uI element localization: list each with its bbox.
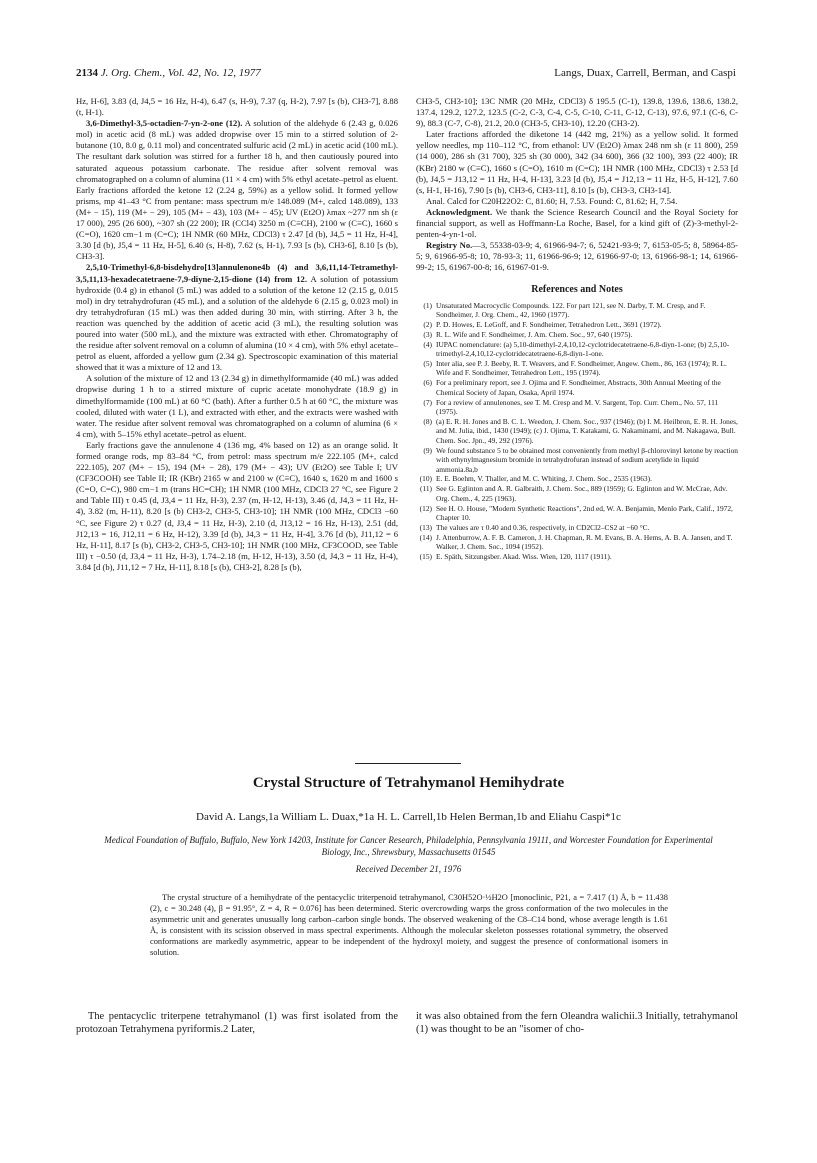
reference-item — [416, 320, 738, 329]
paragraph: Early fractions gave the annulenone 4 (136 mg, 4% based on 12) as an orange solid. It formed orange rods, mp 83–84 °C, from petrol: mass spectrum m/e 222.105 (M+, calcd 222.105), 207 (M+ − 15), 194 (M+ − 28), 179 (M+ − 43); UV (Et2O) see Table I; UV (CF3COOH) see Table II; IR (KBr) 2165 w and 2100 w (C≡C), 1640 s, 1620 m and 1600 s (C=O, C=C), 980 cm−1 m (trans HC=CH); 1H NMR (100 MHz, CDCl3 27 °C, see Figure 2 and Table III) τ 0.45 (d, J3,4 = 11 Hz, H-3), 2.37 (m, H-12, H-13), 3.46 (d, J4,3 = 11 Hz, H-4), 3.82 (m, H-11), 8.20 [s (b) CH3-2, CH3-5, CH3-10]; 1H NMR (100 MHz, CDCl3 −60 °C, see Figure 2) τ 0.27 (d, J3,4 = 11 Hz, H-3), 2.10 (d, J13,12 = 16 Hz, H-13), 2.51 (dd, J12,13 = 16, J12,11 = 6 Hz, H-12), 3.39 [d (b), J4,3 = 11 Hz, H-4], 3.76 [d (b), J11,12 = 6 Hz, H-11], 8.17 [s (b), CH3-2, CH3-5, CH3-10]; 1H NMR (100 MHz, CF3COOD, see Table III) τ −0.50 (d, J3,4 = 11 Hz, H-3), 1.74–2.18 (m, H-12, H-13), 3.50 (d, J4,3 = 11 Hz, H-4), 3.84 [d (b), J11,12 = 7 Hz, H-11], 8.18 [s (b), CH3-2], 8.28 [s (b), — [76, 439, 398, 572]
reference-text: Unsaturated Macrocyclic Compounds. 122. For part 121, see N. Darby, T. M. Cresp, and F. Sondheimer, J. Org. Chem., 42, 1960 (1977). — [436, 300, 706, 319]
references-list — [416, 301, 738, 562]
reference-number: (15) — [419, 552, 432, 562]
paragraph: CH3-5, CH3-10]; 13C NMR (20 MHz, CDCl3) δ 195.5 (C-1), 139.8, 139.6, 138.6, 138.2, 137.4, 129.2, 127.2, 123.5 (C-2, C-3, C-4, C-5, C-10, C-11, C-12, C-13), 97.6, 97.1 (C-6, C-9), 88.3 (C-7, C-8), 21.2, 20.0 (CH3-5, CH3-10), 12.20 (CH3-2). — [416, 96, 738, 129]
reference-item — [416, 533, 738, 552]
reference-text: (a) E. R. H. Jones and B. C. L. Weedon, J. Chem. Soc., 937 (1946); (b) I. M. Heilbron, E. R. H. Jones, and M. Julia, ibid., 1430 (1949); (c) J. Ojima, T. Katakami, G. Nakaminami, and M. Nakagawa, Bull. Chem. Soc. Jpn., 49, 292 (1976). — [436, 416, 738, 445]
reference-item — [416, 484, 738, 503]
reference-text: E. E. Boehm, V. Thaller, and M. C. Whiting, J. Chem. Soc., 2535 (1963). — [436, 474, 652, 484]
reference-item — [416, 417, 738, 445]
reference-text: E. Späth, Sitzungsber. Akad. Wiss. Wien, 120, 1117 (1911). — [436, 552, 612, 562]
reference-item — [416, 552, 738, 561]
reference-number: (10) — [419, 474, 432, 484]
reference-item — [416, 446, 738, 474]
reference-number: (4) — [423, 339, 432, 349]
article-authors: David A. Langs,1a William L. Duax,*1a H. L. Carrell,1b Helen Berman,1b and Eliahu Caspi*1c — [196, 811, 621, 823]
registry-heading: Registry No. — [426, 240, 473, 251]
reference-number: (14) — [419, 532, 432, 542]
article-title: Crystal Structure of Tetrahymanol Hemihydrate — [252, 775, 565, 791]
acknowledgment-heading: Acknowledgment. — [426, 206, 493, 217]
page-number: 2134 — [76, 67, 98, 79]
paragraph: Hz, H-6], 3.83 (d, J4,5 = 16 Hz, H-4), 6.47 (s, H-9), 7.37 (q, H-2), 7.97 [s (b), CH3-7], 8.88 (t, H-1). — [76, 96, 398, 118]
reference-number: (3) — [423, 329, 432, 339]
reference-item — [416, 504, 738, 523]
paragraph-text: A solution of the aldehyde 6 (2.43 g, 0.026 mol) in acetic acid (8 mL) was added dropwise over 15 min to a stirred solution of 2-butanone (10, 8.0 g, 0.11 mol) and concentrated sulfuric acid (2 mL) in acetic acid (100 mL). The resultant dark solution was stirred for a further 18 h, and then cautiously poured into saturated aqueous potassium carbonate. The residue after solvent removal was chromatographed on a column of alumina (11 × 4 cm) with 5% ethyl acetate–petrol as eluent. Early fractions afforded the ketone 12 (2.24 g, 59%) as a yellow solid. It formed yellow prisms, mp 41–43 °C from pentane: mass spectrum m/e 148.089 (M+, calcd 148.089), 133 (M+ − 15), 119 (M+ − 29), 105 (M+ − 43), 103 (M+ − 45); UV (Et2O) λmax ~277 nm sh (ε 17 000), 295 (26 600), ~307 sh (22 200); IR (CCl4) 3250 m (C≡CH), 2100 w (C≡C), 1660 s (C=O), 1620 cm−1 m (C=C); 1H NMR (60 MHz, CDCl3) τ 2.47 [d (b), J4,5 = 11 Hz, H-4], 3.30 [d (b), J5,4 = 11 Hz, H-5], 6.40 (s, H-8), 7.62 (s, H-1), 7.93 [s (b), CH3-6], 8.10 [s (b), CH3-3]. — [76, 118, 398, 262]
reference-item — [416, 301, 738, 320]
reference-text: We found substance 5 to be obtained most conveniently from methyl β-chlorovinyl ketone by reaction with ethynylmagnesium bromide in tetrahydrofuran instead of sodium acetylide in liquid ammonia.8a,b — [436, 445, 738, 474]
reference-number: (2) — [423, 319, 432, 329]
paragraph: A solution of the mixture of 12 and 13 (2.34 g) in dimethylformamide (40 mL) was added dropwise during 1 h to a stirred mixture of cupric acetate monohydrate (18.9 g) in dimethylformamide (100 mL) at 60 °C (bath). After a further 0.5 h at 60 °C, the mixture was cooled, diluted with water (1 L), and extracted with ether, and the extracts were washed with water. The residue after solvent removal was chromatographed on a column of alumina (6 × 4 cm), with 5–15% ethyl acetate–petrol as eluent. — [76, 373, 398, 439]
compound-heading: 3,6-Dimethyl-3,5-octadien-7-yn-2-one (12). — [86, 118, 243, 129]
reference-number: (6) — [423, 378, 432, 388]
reference-number: (12) — [419, 503, 432, 513]
received-date: Received December 21, 1976 — [355, 864, 462, 874]
paragraph — [76, 262, 398, 373]
reference-item — [416, 340, 738, 359]
reference-text: P. D. Howes, E. LeGoff, and F. Sondheimer, Tetrahedron Lett., 3691 (1972). — [436, 319, 662, 329]
paragraph: Anal. Calcd for C20H22O2: C, 81.60; H, 7.53. Found: C, 81.62; H, 7.54. — [426, 195, 678, 206]
reference-text: J. Attenburrow, A. F. B. Cameron, J. H. Chapman, R. M. Evans, B. A. Hems, A. B. A. Jansen, and T. Walker, J. Chem. Soc., 1094 (1952). — [436, 532, 733, 552]
reference-text: For a review of annulenones, see T. M. Cresp and M. V. Sargent, Top. Curr. Chem., No. 57, 111 (1975). — [436, 397, 719, 417]
reference-text: For a preliminary report, see J. Ojima and F. Sondheimer, Abstracts, 30th Annual Meeting of the Chemical Society of Japan, Osaka, April 1974. — [436, 378, 721, 397]
reference-number: (13) — [419, 522, 432, 532]
right-column — [416, 96, 738, 562]
compound-heading: 2,5,10-Trimethyl-6,8-bisdehydro[13]annulenone4b (4) and 3,6,11,14-Tetramethyl-3,5,11,13-hexadecatetraene-7,9-diyne-2,15-dione (14) from 12. — [76, 262, 398, 284]
reference-text: The values are τ 0.40 and 0.36, respectively, in CD2Cl2–CS2 at −60 °C. — [436, 522, 650, 532]
registry-text: —3, 55338-03-9; 4, 61966-94-7; 6, 52421-93-9; 7, 6153-05-5; 8, 58964-85-5; 9, 61966-95-8; 10, 78-93-3; 11, 61966-96-9; 12, 61966-97-0; 13, 61966-98-1; 14, 61966-99-2; 15, 61967-00-8; 16, 61967-01-9. — [416, 240, 738, 273]
reference-number: (7) — [423, 397, 432, 407]
acknowledgment — [416, 207, 738, 240]
reference-number: (11) — [419, 484, 432, 494]
article-affiliation: Medical Foundation of Buffalo, Buffalo, New York 14203, Institute for Cancer Research, Philadelphia, Pennsylvania 19111, and Worcester Foundation for Experimental Biology, Inc., Shrewsbury, Massachusetts 01545 — [104, 835, 713, 857]
reference-item — [416, 378, 738, 397]
paragraph: Later fractions afforded the diketone 14 (442 mg, 21%) as a yellow solid. It formed yellow needles, mp 110–112 °C, from ethanol: UV (Et2O) λmax 248 nm sh (ε 11 800), 259 (14 000), 286 sh (31 700), 325 sh (30 000), 342 (34 600), 366 (32 100), 393 (22 400); IR (KBr) 2180 w (C≡C), 1660 s (C=O), 1610 m (C=C); 1H NMR (100 MHz, CDCl3) τ 2.53 [d (b), J4,5 = J13,12 = 11 Hz, H-4, H-13], 3.23 [d (b), J5,4 = J12,13 = 11 Hz, H-5, H-12], 7.60 (s, H-1, H-16), 7.90 [s (b), CH3-6, CH3-11], 8.10 [s (b), CH3-3, CH3-14]. — [416, 129, 738, 195]
journal-citation: J. Org. Chem., Vol. 42, No. 12, 1977 — [100, 67, 261, 79]
acknowledgment-text: We thank the Science Research Council and the Royal Society for financial support, as well as Hoffmann-La Roche, Basel, for a kind gift of (Z)-3-methyl-2-penten-4-yn-1-ol. — [416, 206, 738, 240]
reference-number: (5) — [423, 359, 432, 369]
reference-text: IUPAC nomenclature: (a) 5,10-dimethyl-2,4,10,12-cyclotridecatetraene-6,8-diyn-1-one; (b) 2,5,10-trimethyl-2,4,10,12-cyclotridecatetraene-6,8-diyn-1-one. — [436, 339, 730, 359]
reference-text: R. L. Wife and F. Sondheimer, J. Am. Chem. Soc., 97, 640 (1975). — [436, 329, 633, 339]
reference-item — [416, 523, 738, 532]
reference-number: (1) — [423, 300, 432, 310]
reference-item — [416, 474, 738, 483]
reference-number: (8) — [423, 416, 432, 426]
reference-text: Inter alia, see P. J. Beeby, R. T. Weavers, and F. Sondheimer, Angew. Chem., 86, 163 (1974); R. L. Wife and F. Sondheimer, Tetrahedron Lett., 195 (1974). — [436, 359, 727, 378]
references-title: References and Notes — [531, 283, 623, 295]
body-text-left: The pentacyclic triterpene tetrahymanol (1) was first isolated from the protozoan Tetrahymena pyriformis.2 Later, — [76, 1011, 398, 1036]
registry-numbers — [416, 240, 738, 273]
reference-text: See G. Eglinton and A. R. Galbraith, J. Chem. Soc., 889 (1959); G. Eglinton and W. McCrae, Adv. Org. Chem., 4, 225 (1963). — [436, 484, 728, 503]
paragraph-text: A solution of potassium hydroxide (0.4 g) in ethanol (5 mL) was added to a solution of the ketone 12 (2.15 g, 0.015 mol) in dry tetrahydrofuran (45 mL), and a solution of the aldehyde 6 (2.15 g, 0.023 mol) in dry tetrahydrofuran (15 mL) was then added during 30 min, with stirring. After 3 h, the reaction was quenched by the addition of acetic acid (3 mL), the resulting solution was poured into water (500 mL), and the mixture was extracted with ether. Chromatography of the residue after solvent removal on a column of alumina (10 × 4 cm), with 5% ethyl acetate–petrol as eluent, afforded a yellow gum (2.34 g). Spectroscopic examination of this material showed that it was a mixture of 12 and 13. — [76, 273, 398, 373]
section-divider — [355, 763, 461, 764]
running-head-authors: Langs, Duax, Carrell, Berman, and Caspi — [554, 67, 736, 79]
reference-item — [416, 398, 738, 417]
paragraph — [76, 118, 398, 262]
reference-number: (9) — [423, 445, 432, 455]
reference-item — [416, 330, 738, 339]
reference-text: See H. O. House, "Modern Synthetic Reactions", 2nd ed, W. A. Benjamin, Menlo Park, Calif., 1972, Chapter 10. — [436, 503, 733, 523]
abstract: The crystal structure of a hemihydrate of the pentacyclic triterpenoid tetrahymanol, C30H52O·½H2O [monoclinic, P21, a = 7.417 (1) Å, b = 11.438 (2), c = 30.248 (4), β = 91.95°, Z = 4, R = 0.076] has been determined. Steric overcrowding warps the gross conformation of the two molecules in the asymmetric unit and generates unusually long carbon–carbon single bonds. The observed weakening of the C8–C14 bond, whose average length is 1.61 Å, is consistent with its scission observed in mass spectral experiments. Although the molecular skeleton possesses rotational symmetry, the observed conformations are markedly asymmetric, appear to be independent of the hydroxyl moiety, and suggest the presence of conformational isomers in solution. — [150, 893, 668, 957]
body-text-right: it was also obtained from the fern Oleandra walichii.3 Initially, tetrahymanol (1) was thought to be an "isomer of cho- — [416, 1011, 738, 1036]
reference-item — [416, 359, 738, 378]
running-head — [76, 66, 736, 80]
left-column — [76, 96, 398, 573]
